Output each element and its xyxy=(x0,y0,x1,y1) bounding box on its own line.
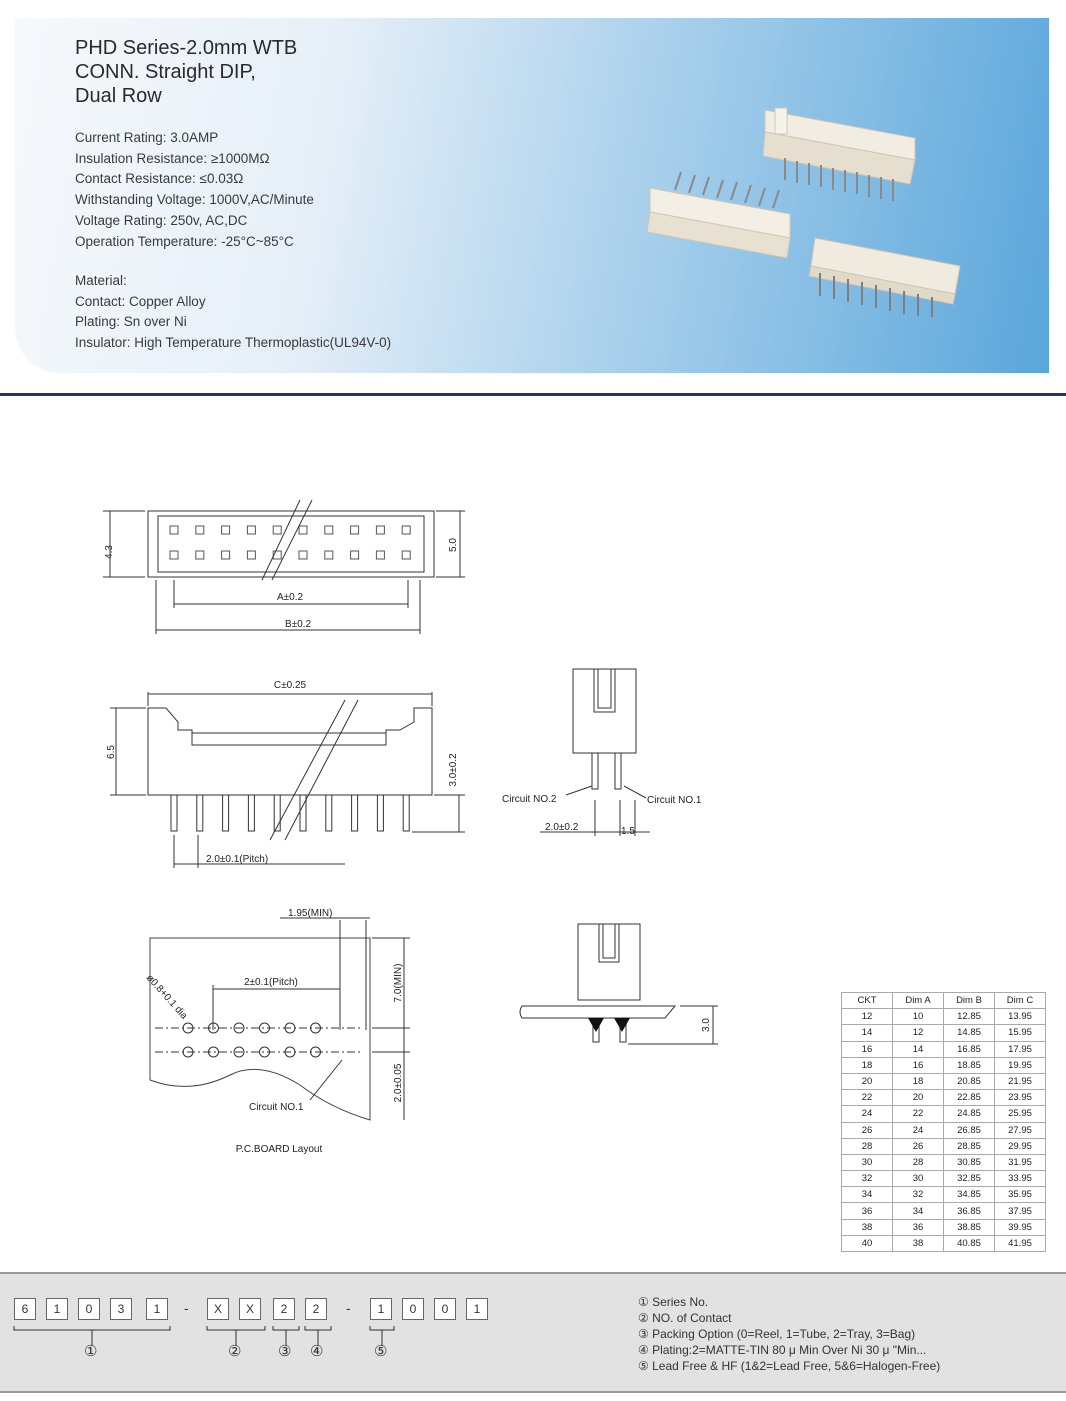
table-cell: 15.95 xyxy=(995,1025,1046,1041)
table-row xyxy=(842,1154,1046,1170)
part-digit-box: 6 xyxy=(14,1298,36,1320)
dim-label: Circuit NO.1 xyxy=(647,795,702,806)
part-digit-box: 2 xyxy=(305,1298,327,1320)
dim-label: B±0.2 xyxy=(284,619,312,630)
table-cell: 18 xyxy=(842,1057,893,1073)
material-item: Contact: Copper Alloy xyxy=(75,293,206,309)
table-cell: 12.85 xyxy=(944,1009,995,1025)
dim-label: 7.0(MIN) xyxy=(393,963,404,1003)
pcb-layout-caption: P.C.BOARD Layout xyxy=(235,1144,323,1155)
pin-mark xyxy=(247,551,255,559)
dim-label: 2.0±0.05 xyxy=(393,1063,404,1103)
dim-label: 2.0±0.1(Pitch) xyxy=(206,854,269,865)
callout-lines xyxy=(0,1274,560,1391)
part-digit-box: 1 xyxy=(46,1298,68,1320)
pin-mark xyxy=(273,526,281,534)
table-cell: 28 xyxy=(842,1138,893,1154)
table-cell: 26 xyxy=(842,1122,893,1138)
table-cell: 32.85 xyxy=(944,1171,995,1187)
table-cell: 20 xyxy=(842,1073,893,1089)
part-digit-box: 0 xyxy=(434,1298,456,1320)
dim-label: 1.5 xyxy=(621,826,635,837)
dimension-table xyxy=(841,992,1046,1252)
material-item: Material: xyxy=(75,273,127,288)
spec-item: Current Rating: 3.0AMP xyxy=(75,130,219,145)
table-row xyxy=(842,1041,1046,1057)
table-cell: 32 xyxy=(842,1171,893,1187)
legend-item: ③ Packing Option (0=Reel, 1=Tube, 2=Tray, 3=Bag) xyxy=(638,1327,916,1341)
pin-lead xyxy=(248,795,254,831)
table-cell: 41.95 xyxy=(995,1235,1046,1251)
title-line: CONN. Straight DIP, xyxy=(75,61,256,83)
dim-label: 5.0 xyxy=(448,538,459,552)
dim-label: Circuit NO.1 xyxy=(249,1102,304,1113)
part-digit-box: 1 xyxy=(146,1298,168,1320)
pin-mark xyxy=(299,551,307,559)
pin-mark xyxy=(222,526,230,534)
callout-number: ⑤ xyxy=(374,1342,388,1360)
legend-item: ④ Plating:2=MATTE-TIN 80 μ Min Over Ni 30 μ "Min... xyxy=(638,1343,927,1357)
pin-mark xyxy=(351,526,359,534)
pin-mark xyxy=(247,526,255,534)
column-header: Dim B xyxy=(944,993,995,1009)
dim-label: A±0.2 xyxy=(276,592,304,603)
table-header-row xyxy=(842,993,1046,1009)
table-cell: 18 xyxy=(893,1073,944,1089)
pin-lead xyxy=(171,795,177,831)
title-line: Dual Row xyxy=(75,85,162,107)
connector-image xyxy=(763,108,915,201)
table-cell: 26 xyxy=(893,1138,944,1154)
table-cell: 24 xyxy=(842,1106,893,1122)
table-row xyxy=(842,1106,1046,1122)
table-cell: 12 xyxy=(893,1025,944,1041)
table-cell: 31.95 xyxy=(995,1154,1046,1170)
material-list xyxy=(75,271,391,354)
material-item: Insulator: High Temperature Thermoplastic(UL94V-0) xyxy=(75,335,392,351)
table-cell: 38 xyxy=(842,1219,893,1235)
table-row xyxy=(842,1009,1046,1025)
dim-label: Circuit NO.2 xyxy=(502,794,557,805)
spec-item: Contact Resistance: ≤0.03Ω xyxy=(75,171,244,187)
table-cell: 13.95 xyxy=(995,1009,1046,1025)
table-cell: 10 xyxy=(893,1009,944,1025)
pin-mark xyxy=(351,551,359,559)
pin-mark xyxy=(402,551,410,559)
pin-mark xyxy=(325,526,333,534)
pin-mark xyxy=(376,526,384,534)
pin-mark xyxy=(170,526,178,534)
table-cell: 36.85 xyxy=(944,1203,995,1219)
table-cell: 16.85 xyxy=(944,1041,995,1057)
section-divider xyxy=(0,393,1066,396)
pin-mark xyxy=(222,551,230,559)
part-digit-box: 1 xyxy=(370,1298,392,1320)
table-cell: 22 xyxy=(842,1090,893,1106)
table-cell: 14 xyxy=(893,1041,944,1057)
table-row xyxy=(842,1090,1046,1106)
part-digit-box: 2 xyxy=(273,1298,295,1320)
table-cell: 23.95 xyxy=(995,1090,1046,1106)
dim-label: 3.0±0.2 xyxy=(448,753,459,787)
table-cell: 40 xyxy=(842,1235,893,1251)
table-cell: 30 xyxy=(842,1154,893,1170)
table-cell: 22.85 xyxy=(944,1090,995,1106)
column-header: CKT xyxy=(842,993,893,1009)
part-separator: - xyxy=(346,1300,351,1316)
callout-number: ③ xyxy=(278,1342,292,1360)
dim-label: 1.95(MIN) xyxy=(288,908,333,919)
pin-lead xyxy=(403,795,409,831)
table-cell: 18.85 xyxy=(944,1057,995,1073)
table-cell: 21.95 xyxy=(995,1073,1046,1089)
table-cell: 20 xyxy=(893,1090,944,1106)
callout-number: ① xyxy=(84,1342,98,1360)
table-cell: 40.85 xyxy=(944,1235,995,1251)
material-item: Plating: Sn over Ni xyxy=(75,314,187,330)
callout-number: ④ xyxy=(310,1342,324,1360)
table-cell: 28 xyxy=(893,1154,944,1170)
table-cell: 39.95 xyxy=(995,1219,1046,1235)
part-digit-box: X xyxy=(239,1298,261,1320)
table-cell: 36 xyxy=(893,1219,944,1235)
part-digit-box: 1 xyxy=(466,1298,488,1320)
pin-lead xyxy=(223,795,229,831)
dim-label: 6.5 xyxy=(106,745,117,759)
table-row xyxy=(842,1171,1046,1187)
table-cell: 14.85 xyxy=(944,1025,995,1041)
table-cell: 22 xyxy=(893,1106,944,1122)
dim-label: C±0.25 xyxy=(273,680,307,691)
pin-lead xyxy=(326,795,332,831)
table-cell: 25.95 xyxy=(995,1106,1046,1122)
table-cell: 34 xyxy=(842,1187,893,1203)
dim-label: ø0.8+0.1 dia xyxy=(143,972,190,1022)
part-number-panel xyxy=(0,1272,1066,1393)
column-header: Dim C xyxy=(995,993,1046,1009)
table-cell: 36 xyxy=(842,1203,893,1219)
part-separator: - xyxy=(184,1300,189,1316)
connector-image xyxy=(809,238,960,317)
table-cell: 12 xyxy=(842,1009,893,1025)
pin-lead xyxy=(197,795,203,831)
table-cell: 30.85 xyxy=(944,1154,995,1170)
table-row xyxy=(842,1187,1046,1203)
pin-mark xyxy=(196,551,204,559)
product-header xyxy=(15,18,1049,373)
table-row xyxy=(842,1138,1046,1154)
legend-item: ② NO. of Contact xyxy=(638,1311,732,1325)
product-title xyxy=(75,36,297,108)
table-cell: 26.85 xyxy=(944,1122,995,1138)
table-cell: 24.85 xyxy=(944,1106,995,1122)
table-cell: 16 xyxy=(893,1057,944,1073)
callout-number: ② xyxy=(228,1342,242,1360)
pin-mark xyxy=(196,526,204,534)
table-cell: 38 xyxy=(893,1235,944,1251)
part-digit-box: X xyxy=(207,1298,229,1320)
table-cell: 34.85 xyxy=(944,1187,995,1203)
table-cell: 32 xyxy=(893,1187,944,1203)
table-row xyxy=(842,1057,1046,1073)
dim-label: 2.0±0.2 xyxy=(545,822,579,833)
table-cell: 30 xyxy=(893,1171,944,1187)
pin-mark xyxy=(170,551,178,559)
connector-image xyxy=(647,172,790,258)
spec-list xyxy=(75,128,314,252)
table-row xyxy=(842,1025,1046,1041)
table-cell: 33.95 xyxy=(995,1171,1046,1187)
title-line: PHD Series-2.0mm WTB xyxy=(75,37,298,59)
pin-mark xyxy=(402,526,410,534)
legend-item: ⑤ Lead Free & HF (1&2=Lead Free, 5&6=Halogen-Free) xyxy=(638,1359,941,1373)
pin-mark xyxy=(376,551,384,559)
table-cell: 24 xyxy=(893,1122,944,1138)
product-photo xyxy=(615,98,975,318)
spec-item: Operation Temperature: -25°C~85°C xyxy=(75,233,294,249)
table-cell: 17.95 xyxy=(995,1041,1046,1057)
table-cell: 29.95 xyxy=(995,1138,1046,1154)
pin-mark xyxy=(325,551,333,559)
dim-label: 4.3 xyxy=(104,545,115,559)
table-row xyxy=(842,1203,1046,1219)
table-row xyxy=(842,1073,1046,1089)
table-row xyxy=(842,1235,1046,1251)
part-digit-box: 3 xyxy=(110,1298,132,1320)
table-cell: 20.85 xyxy=(944,1073,995,1089)
table-cell: 34 xyxy=(893,1203,944,1219)
spec-item: Voltage Rating: 250v, AC,DC xyxy=(75,212,248,228)
part-number-legend xyxy=(638,1294,940,1374)
table-row xyxy=(842,1219,1046,1235)
pin-mark xyxy=(299,526,307,534)
table-cell: 14 xyxy=(842,1025,893,1041)
table-cell: 16 xyxy=(842,1041,893,1057)
pin-lead xyxy=(377,795,383,831)
table-cell: 38.85 xyxy=(944,1219,995,1235)
table-cell: 37.95 xyxy=(995,1203,1046,1219)
table-cell: 27.95 xyxy=(995,1122,1046,1138)
table-cell: 19.95 xyxy=(995,1057,1046,1073)
table-row xyxy=(842,1122,1046,1138)
pin-lead xyxy=(352,795,358,831)
part-digit-box: 0 xyxy=(402,1298,424,1320)
column-header: Dim A xyxy=(893,993,944,1009)
spec-item: Withstanding Voltage: 1000V,AC/Minute xyxy=(75,192,314,208)
table-cell: 28.85 xyxy=(944,1138,995,1154)
dim-label: 3.0 xyxy=(701,1018,712,1032)
spec-item: Insulation Resistance: ≥1000MΩ xyxy=(75,150,270,166)
legend-item: ① Series No. xyxy=(638,1295,709,1309)
part-digit-box: 0 xyxy=(78,1298,100,1320)
table-cell: 35.95 xyxy=(995,1187,1046,1203)
dim-label: 2±0.1(Pitch) xyxy=(244,977,298,988)
